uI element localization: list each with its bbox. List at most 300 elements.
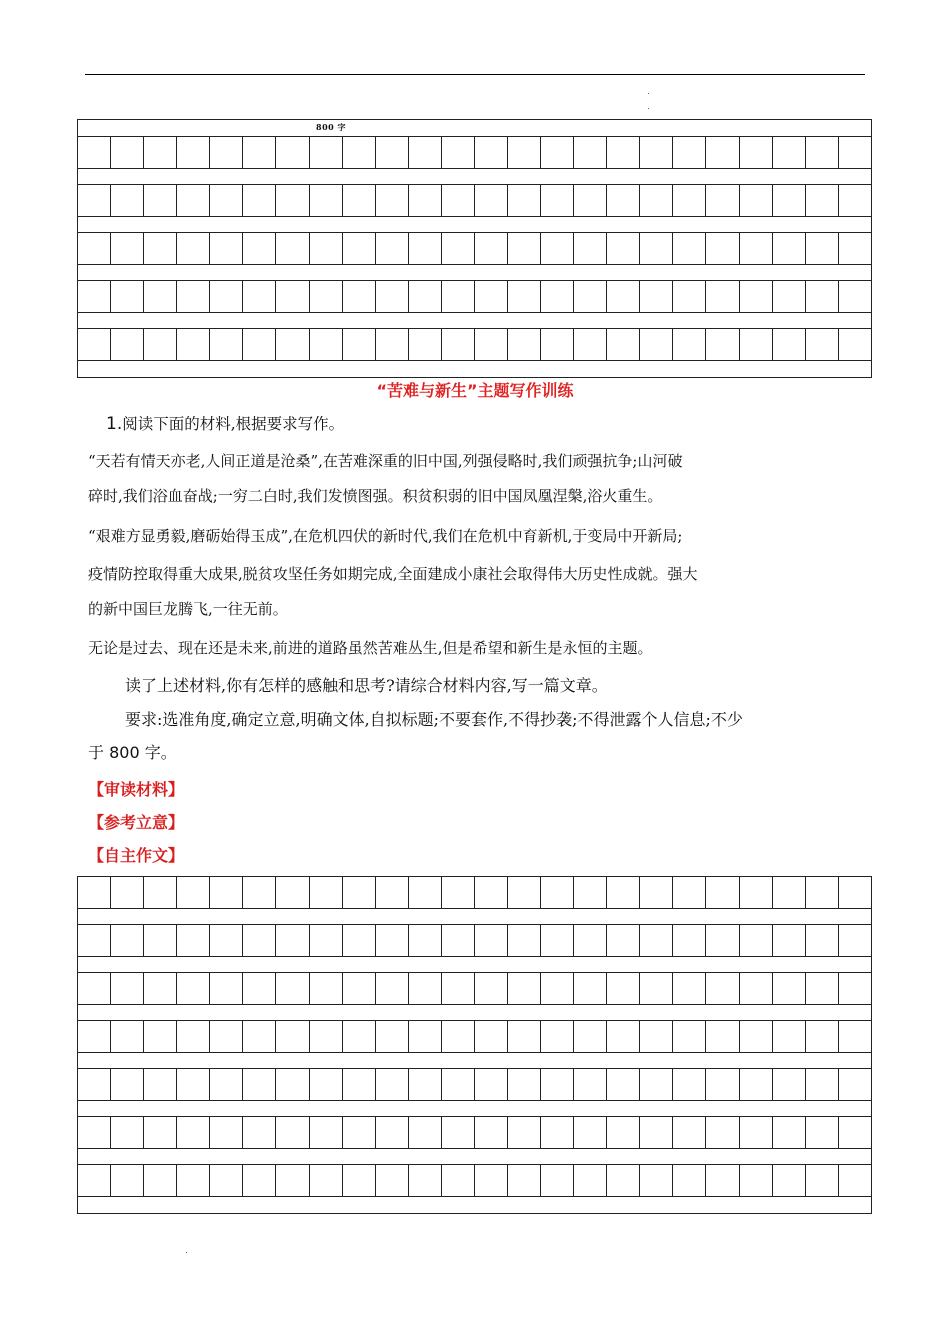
grid-cell — [839, 1021, 871, 1052]
grid-cell — [740, 1165, 773, 1196]
writing-grid-bottom — [77, 876, 872, 1214]
grid-cell — [839, 877, 871, 908]
grid-cell — [376, 185, 409, 216]
grid-cell — [541, 877, 574, 908]
grid-cell — [111, 137, 144, 168]
grid-cell — [276, 1165, 309, 1196]
grid-cell — [773, 1165, 806, 1196]
grid-cell — [276, 233, 309, 264]
grid-cell — [177, 1069, 210, 1100]
grid-cell — [276, 925, 309, 956]
grid-cell — [442, 877, 475, 908]
grid-cell — [740, 233, 773, 264]
grid-cell — [773, 925, 806, 956]
grid-cell — [276, 1069, 309, 1100]
grid-cell — [574, 233, 607, 264]
grid-cell — [508, 1069, 541, 1100]
grid-cell — [640, 329, 673, 360]
grid-cell — [475, 1021, 508, 1052]
grid-row-gap — [78, 1197, 871, 1213]
grid-cell — [640, 1165, 673, 1196]
grid-cell — [376, 281, 409, 312]
grid-cell — [806, 925, 839, 956]
grid-cell — [740, 137, 773, 168]
grid-cell — [740, 329, 773, 360]
grid-cell — [409, 1117, 442, 1148]
grid-cell — [177, 281, 210, 312]
grid-cell — [310, 1069, 343, 1100]
grid-cell — [442, 1117, 475, 1148]
grid-cell — [409, 973, 442, 1004]
grid-cell — [144, 1021, 177, 1052]
grid-cell — [508, 329, 541, 360]
grid-cell — [541, 233, 574, 264]
grid-cell — [78, 281, 111, 312]
grid-cell — [78, 973, 111, 1004]
grid-cell — [541, 137, 574, 168]
grid-cell — [673, 1069, 706, 1100]
grid-row-gap — [78, 1005, 871, 1021]
grid-cell — [706, 973, 739, 1004]
grid-cell — [541, 973, 574, 1004]
grid-cell — [673, 329, 706, 360]
grid-cell — [78, 1117, 111, 1148]
grid-cell — [508, 281, 541, 312]
grid-cell — [243, 185, 276, 216]
grid-cell — [706, 185, 739, 216]
grid-cell — [541, 1165, 574, 1196]
grid-cell — [706, 1117, 739, 1148]
grid-cell — [640, 973, 673, 1004]
grid-cell — [508, 1117, 541, 1148]
grid-cell — [78, 1165, 111, 1196]
grid-cell — [243, 925, 276, 956]
section-title: “苦难与新生”主题写作训练 — [376, 381, 574, 400]
grid-cell — [144, 233, 177, 264]
grid-cell — [210, 281, 243, 312]
grid-cell — [740, 1021, 773, 1052]
grid-cell — [541, 925, 574, 956]
grid-cell — [574, 877, 607, 908]
grid-cell — [475, 281, 508, 312]
grid-cell — [673, 137, 706, 168]
grid-cell — [111, 185, 144, 216]
grid-cell — [310, 281, 343, 312]
grid-cell — [376, 137, 409, 168]
grid-cell — [673, 185, 706, 216]
grid-cell — [773, 877, 806, 908]
grid-cell — [276, 877, 309, 908]
grid-row — [78, 329, 871, 361]
grid-cell — [607, 233, 640, 264]
grid-cell — [706, 281, 739, 312]
grid-cell — [243, 329, 276, 360]
grid-cell — [210, 1117, 243, 1148]
grid-cell — [111, 1069, 144, 1100]
grid-cell — [243, 281, 276, 312]
grid-cell — [706, 1021, 739, 1052]
grid-cell — [276, 281, 309, 312]
scan-speck — [648, 108, 649, 109]
grid-cell — [574, 1021, 607, 1052]
grid-cell — [243, 137, 276, 168]
grid-cell — [409, 137, 442, 168]
grid-cell — [475, 1165, 508, 1196]
grid-cell — [343, 1021, 376, 1052]
grid-cell — [144, 329, 177, 360]
grid-cell — [343, 137, 376, 168]
grid-cell — [376, 973, 409, 1004]
grid-row-gap — [78, 1149, 871, 1165]
grid-cell — [310, 1021, 343, 1052]
material-p2-line2: 疫情防控取得重大成果,脱贫攻坚任务如期完成,全面建成小康社会取得伟大历史性成就。强大 — [88, 565, 698, 583]
grid-cell — [343, 233, 376, 264]
scan-speck — [648, 93, 649, 94]
grid-cell — [210, 973, 243, 1004]
grid-cell — [574, 281, 607, 312]
grid-cell — [343, 925, 376, 956]
grid-cell — [706, 233, 739, 264]
grid-cell — [839, 233, 871, 264]
grid-cell — [574, 329, 607, 360]
grid-cell — [839, 329, 871, 360]
grid-cell — [475, 1069, 508, 1100]
grid-cell — [607, 137, 640, 168]
grid-cell — [442, 233, 475, 264]
heading-own-essay: 【自主作文】 — [88, 846, 185, 865]
grid-cell — [508, 137, 541, 168]
grid-row — [78, 1117, 871, 1149]
grid-cell — [78, 137, 111, 168]
grid-cell — [839, 1165, 871, 1196]
grid-cell — [475, 329, 508, 360]
grid-cell — [78, 877, 111, 908]
grid-cell — [210, 137, 243, 168]
grid-cell — [310, 1117, 343, 1148]
grid-cell — [376, 1069, 409, 1100]
grid-cell — [673, 233, 706, 264]
grid-cell — [607, 1117, 640, 1148]
material-p3-line1: 无论是过去、现在还是未来,前进的道路虽然苦难丛生,但是希望和新生是永恒的主题。 — [88, 639, 653, 657]
grid-cell — [607, 1021, 640, 1052]
grid-cell — [706, 925, 739, 956]
grid-cell — [541, 281, 574, 312]
grid-cell — [177, 877, 210, 908]
grid-cell — [144, 925, 177, 956]
grid-cell — [78, 1021, 111, 1052]
grid-cell — [640, 1117, 673, 1148]
grid-cell — [210, 925, 243, 956]
grid-cell — [607, 1069, 640, 1100]
grid-row — [78, 185, 871, 217]
grid-cell — [475, 1117, 508, 1148]
grid-cell — [607, 281, 640, 312]
grid-cell — [508, 925, 541, 956]
grid-cell — [706, 137, 739, 168]
grid-cell — [508, 1165, 541, 1196]
grid-cell — [243, 1069, 276, 1100]
grid-cell — [740, 877, 773, 908]
grid-row — [78, 1069, 871, 1101]
grid-cell — [177, 1021, 210, 1052]
grid-cell — [343, 281, 376, 312]
grid-cell — [706, 1069, 739, 1100]
grid-cell — [111, 1117, 144, 1148]
grid-cell — [740, 281, 773, 312]
grid-cell — [806, 185, 839, 216]
grid-cell — [706, 329, 739, 360]
scan-speck — [186, 1252, 187, 1253]
grid-row — [78, 1165, 871, 1197]
grid-cell — [376, 1117, 409, 1148]
grid-cell — [673, 877, 706, 908]
grid-cell — [243, 1021, 276, 1052]
grid-cell — [409, 1165, 442, 1196]
grid-cell — [607, 185, 640, 216]
grid-cell — [442, 973, 475, 1004]
grid-cell — [839, 137, 871, 168]
grid-cell — [343, 1069, 376, 1100]
grid-cell — [310, 973, 343, 1004]
grid-cell — [442, 1021, 475, 1052]
grid-cell — [376, 877, 409, 908]
grid-cell — [442, 1069, 475, 1100]
grid-cell — [111, 1165, 144, 1196]
grid-cell — [376, 329, 409, 360]
grid-cell — [574, 137, 607, 168]
grid-cell — [640, 1021, 673, 1052]
grid-cell — [177, 233, 210, 264]
grid-cell — [111, 877, 144, 908]
grid-cell — [343, 185, 376, 216]
grid-cell — [574, 185, 607, 216]
grid-row — [78, 973, 871, 1005]
grid-cell — [607, 877, 640, 908]
grid-row-gap — [78, 909, 871, 925]
grid-cell — [607, 1165, 640, 1196]
grid-cell — [343, 329, 376, 360]
grid-cell — [210, 329, 243, 360]
writing-grid-top — [77, 119, 872, 378]
grid-cell — [409, 1021, 442, 1052]
grid-cell — [773, 329, 806, 360]
grid-cell — [839, 281, 871, 312]
grid-cell — [574, 1069, 607, 1100]
grid-row-gap — [78, 169, 871, 185]
grid-cell — [607, 925, 640, 956]
grid-cell — [806, 1069, 839, 1100]
grid-cell — [475, 137, 508, 168]
grid-cell — [310, 185, 343, 216]
word-count-caption: 800 字 — [316, 122, 346, 132]
grid-cell — [243, 1165, 276, 1196]
grid-cell — [111, 233, 144, 264]
grid-cell — [111, 925, 144, 956]
material-p1-line2: 碎时,我们浴血奋战;一穷二白时,我们发愤图强。积贫积弱的旧中国凤凰涅槃,浴火重生。 — [88, 487, 663, 505]
grid-cell — [343, 1165, 376, 1196]
grid-cell — [541, 185, 574, 216]
grid-cell — [773, 137, 806, 168]
grid-cell — [839, 1069, 871, 1100]
grid-cell — [475, 877, 508, 908]
grid-cell — [442, 281, 475, 312]
grid-cell — [210, 1069, 243, 1100]
grid-cell — [806, 877, 839, 908]
grid-row-gap — [78, 265, 871, 281]
grid-cell — [640, 281, 673, 312]
task-requirements-line2: 于 800 字。 — [88, 743, 177, 762]
grid-cell — [409, 329, 442, 360]
grid-cell — [442, 329, 475, 360]
grid-header — [78, 120, 871, 137]
grid-row — [78, 137, 871, 169]
grid-cell — [310, 233, 343, 264]
grid-cell — [541, 329, 574, 360]
grid-cell — [376, 925, 409, 956]
question-number: 1. — [106, 414, 123, 434]
grid-cell — [673, 1021, 706, 1052]
grid-cell — [640, 1069, 673, 1100]
grid-cell — [409, 1069, 442, 1100]
grid-cell — [508, 233, 541, 264]
grid-cell — [310, 877, 343, 908]
grid-row — [78, 925, 871, 957]
grid-cell — [144, 185, 177, 216]
grid-cell — [243, 1117, 276, 1148]
grid-cell — [806, 1021, 839, 1052]
grid-cell — [475, 233, 508, 264]
grid-cell — [640, 185, 673, 216]
grid-cell — [376, 233, 409, 264]
grid-cell — [773, 185, 806, 216]
grid-cell — [773, 1021, 806, 1052]
grid-cell — [177, 137, 210, 168]
grid-cell — [442, 137, 475, 168]
grid-cell — [78, 233, 111, 264]
grid-cell — [673, 925, 706, 956]
grid-cell — [640, 233, 673, 264]
grid-cell — [773, 1117, 806, 1148]
grid-cell — [839, 185, 871, 216]
grid-cell — [276, 1021, 309, 1052]
heading-reference-idea: 【参考立意】 — [88, 813, 185, 832]
grid-cell — [475, 925, 508, 956]
grid-cell — [276, 973, 309, 1004]
grid-cell — [673, 1165, 706, 1196]
grid-cell — [310, 137, 343, 168]
grid-cell — [243, 877, 276, 908]
grid-cell — [706, 877, 739, 908]
grid-cell — [144, 877, 177, 908]
grid-cell — [144, 137, 177, 168]
grid-cell — [177, 329, 210, 360]
grid-cell — [574, 1165, 607, 1196]
grid-cell — [409, 281, 442, 312]
grid-cell — [839, 1117, 871, 1148]
grid-cell — [475, 185, 508, 216]
grid-cell — [541, 1117, 574, 1148]
grid-cell — [442, 185, 475, 216]
grid-cell — [144, 281, 177, 312]
grid-cell — [78, 925, 111, 956]
grid-cell — [210, 877, 243, 908]
grid-cell — [740, 973, 773, 1004]
grid-cell — [640, 925, 673, 956]
grid-cell — [740, 1069, 773, 1100]
grid-row-gap — [78, 361, 871, 377]
grid-cell — [210, 1165, 243, 1196]
grid-cell — [508, 973, 541, 1004]
grid-cell — [144, 1165, 177, 1196]
grid-cell — [243, 233, 276, 264]
grid-cell — [144, 1069, 177, 1100]
grid-cell — [806, 137, 839, 168]
grid-cell — [806, 281, 839, 312]
grid-cell — [839, 925, 871, 956]
grid-row — [78, 877, 871, 909]
grid-cell — [574, 925, 607, 956]
grid-cell — [673, 1117, 706, 1148]
material-p2-line3: 的新中国巨龙腾飞,一往无前。 — [88, 600, 288, 618]
grid-cell — [78, 329, 111, 360]
grid-cell — [541, 1069, 574, 1100]
heading-review-material: 【审读材料】 — [88, 780, 185, 799]
grid-cell — [839, 973, 871, 1004]
grid-cell — [773, 233, 806, 264]
grid-row — [78, 233, 871, 265]
grid-cell — [773, 281, 806, 312]
grid-cell — [640, 877, 673, 908]
grid-cell — [177, 1117, 210, 1148]
task-requirements-line1: 要求:选准角度,确定立意,明确文体,自拟标题;不要套作,不得抄袭;不得泄露个人信息;不少 — [125, 710, 743, 729]
grid-row-gap — [78, 957, 871, 973]
grid-cell — [740, 925, 773, 956]
grid-cell — [111, 973, 144, 1004]
grid-cell — [806, 1165, 839, 1196]
grid-cell — [276, 185, 309, 216]
grid-cell — [343, 877, 376, 908]
grid-cell — [310, 925, 343, 956]
grid-cell — [409, 925, 442, 956]
grid-cell — [276, 137, 309, 168]
grid-cell — [376, 1021, 409, 1052]
grid-cell — [574, 1117, 607, 1148]
grid-cell — [740, 185, 773, 216]
grid-cell — [773, 1069, 806, 1100]
grid-cell — [210, 1021, 243, 1052]
grid-cell — [177, 1165, 210, 1196]
grid-cell — [276, 329, 309, 360]
grid-row — [78, 281, 871, 313]
grid-cell — [243, 973, 276, 1004]
grid-cell — [706, 1165, 739, 1196]
grid-cell — [806, 973, 839, 1004]
header-rule — [85, 74, 865, 75]
grid-cell — [475, 973, 508, 1004]
grid-cell — [607, 973, 640, 1004]
material-p1-line1: “天若有情天亦老,人间正道是沧桑”,在苦难深重的旧中国,列强侵略时,我们顽强抗争;山河破 — [88, 452, 683, 470]
grid-row-gap — [78, 313, 871, 329]
grid-cell — [111, 281, 144, 312]
grid-cell — [508, 185, 541, 216]
grid-cell — [442, 1165, 475, 1196]
grid-cell — [310, 329, 343, 360]
grid-cell — [773, 973, 806, 1004]
grid-cell — [144, 973, 177, 1004]
grid-cell — [640, 137, 673, 168]
grid-cell — [409, 233, 442, 264]
grid-cell — [806, 329, 839, 360]
